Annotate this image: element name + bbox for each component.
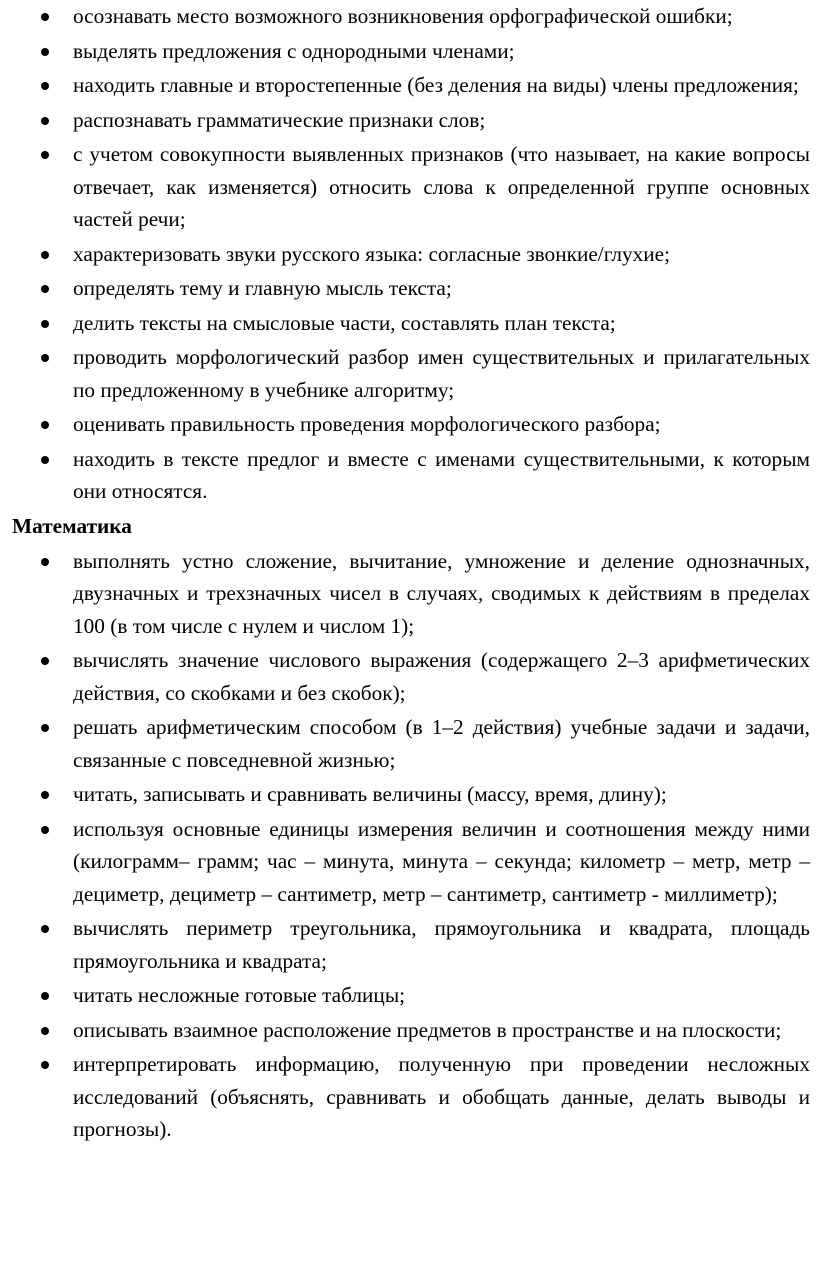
- bullet-icon: [41, 724, 49, 732]
- list-item-text: читать несложные готовые таблицы;: [73, 983, 406, 1007]
- list-item: [12, 443, 810, 508]
- section-heading-math: Математика: [12, 513, 132, 538]
- bullet-icon: [41, 1027, 49, 1035]
- bullet-icon: [41, 657, 49, 665]
- list-item-text: решать арифметическим способом (в 1–2 действия) учебные задачи и задачи, связанные с повседневной жизнью;: [73, 715, 810, 772]
- bullet-icon: [41, 13, 49, 21]
- bullet-icon: [41, 421, 49, 429]
- bullet-icon: [41, 48, 49, 56]
- list-item: [12, 35, 810, 68]
- bullet-icon: [41, 558, 49, 566]
- bullet-icon: [41, 354, 49, 362]
- list-item: [12, 104, 810, 137]
- bullet-icon: [41, 1061, 49, 1069]
- list-item: [12, 307, 810, 340]
- bullet-icon: [41, 82, 49, 90]
- bullet-icon: [41, 117, 49, 125]
- bullet-icon: [41, 791, 49, 799]
- list-item-text: находить в тексте предлог и вместе с именами существительными, к которым они относятся.: [73, 446, 810, 503]
- bullet-icon: [41, 320, 49, 328]
- list-item: [12, 341, 810, 406]
- list-item-text: читать, записывать и сравнивать величины (массу, время, длину);: [73, 782, 667, 806]
- list-item: [12, 778, 810, 811]
- list-item-text: распознавать грамматические признаки слов;: [73, 107, 486, 132]
- list-item: [12, 912, 810, 977]
- list-item-text: описывать взаимное расположение предметов в пространстве и на плоскости;: [73, 1017, 782, 1042]
- list-item-text: характеризовать звуки русского языка: согласные звонкие/глухие;: [73, 241, 671, 266]
- list-item-text: проводить морфологический разбор имен существительных и прилагательных по предложенному в учебнике алгоритму;: [73, 345, 810, 402]
- bullet-icon: [41, 456, 49, 464]
- list-item: [12, 238, 810, 271]
- bullet-icon: [41, 251, 49, 259]
- list-item: [12, 69, 810, 102]
- list-item-text: определять тему и главную мысль текста;: [73, 276, 452, 300]
- bullet-icon: [41, 285, 49, 293]
- list-item: [12, 272, 810, 305]
- list-item-text: оценивать правильность проведения морфологического разбора;: [73, 412, 661, 436]
- list-item-text: вычислять значение числового выражения (содержащего 2–3 арифметических действия, со скобками и без скобок);: [73, 648, 810, 705]
- bullet-icon: [41, 826, 49, 834]
- list-item: [12, 408, 810, 441]
- list-item-text: осознавать место возможного возникновения орфографической ошибки;: [73, 4, 733, 28]
- list-item-text: вычислять периметр треугольника, прямоугольника и квадрата, площадь прямоугольника и квадрата;: [73, 916, 810, 973]
- bullet-icon: [41, 992, 49, 1000]
- list-item-text: находить главные и второстепенные (без деления на виды) члены предложения;: [73, 73, 799, 97]
- list-item: [12, 1014, 810, 1047]
- bullet-icon: [41, 151, 49, 159]
- list-item: [12, 545, 810, 643]
- list-item-text: делить тексты на смысловые части, составлять план текста;: [73, 310, 616, 335]
- list-item-text: интерпретировать информацию, полученную при проведении несложных исследований (объяснять, сравнивать и обобщать данные, делать выводы и прогнозы).: [73, 1052, 810, 1141]
- list-item: [12, 711, 810, 776]
- math-skills-list: [12, 545, 810, 1146]
- list-item-text: выполнять устно сложение, вычитание, умножение и деление однозначных, двузначных и трехзначных чисел в случаях, сводимых к действиям в пределах 100 (в том числе с нулем и числом 1);: [73, 548, 810, 638]
- list-item: [12, 138, 810, 236]
- list-item: [12, 0, 810, 33]
- list-item: [12, 1048, 810, 1146]
- russian-skills-list: [12, 0, 810, 508]
- list-item-text: используя основные единицы измерения величин и соотношения между ними (килограмм– грамм; час – минута, минута – секунда; километр – метр, метр – дециметр, дециметр – сантиметр, метр – сантиметр, сантиметр - миллиметр);: [73, 816, 810, 906]
- list-item-text: с учетом совокупности выявленных признаков (что называет, на какие вопросы отвечает, как изменяется) относить слова к определенной группе основных частей речи;: [73, 142, 810, 231]
- list-item-text: выделять предложения с однородными членами;: [73, 38, 515, 63]
- bullet-icon: [41, 925, 49, 933]
- list-item: [12, 644, 810, 709]
- list-item: [12, 813, 810, 911]
- list-item: [12, 979, 810, 1012]
